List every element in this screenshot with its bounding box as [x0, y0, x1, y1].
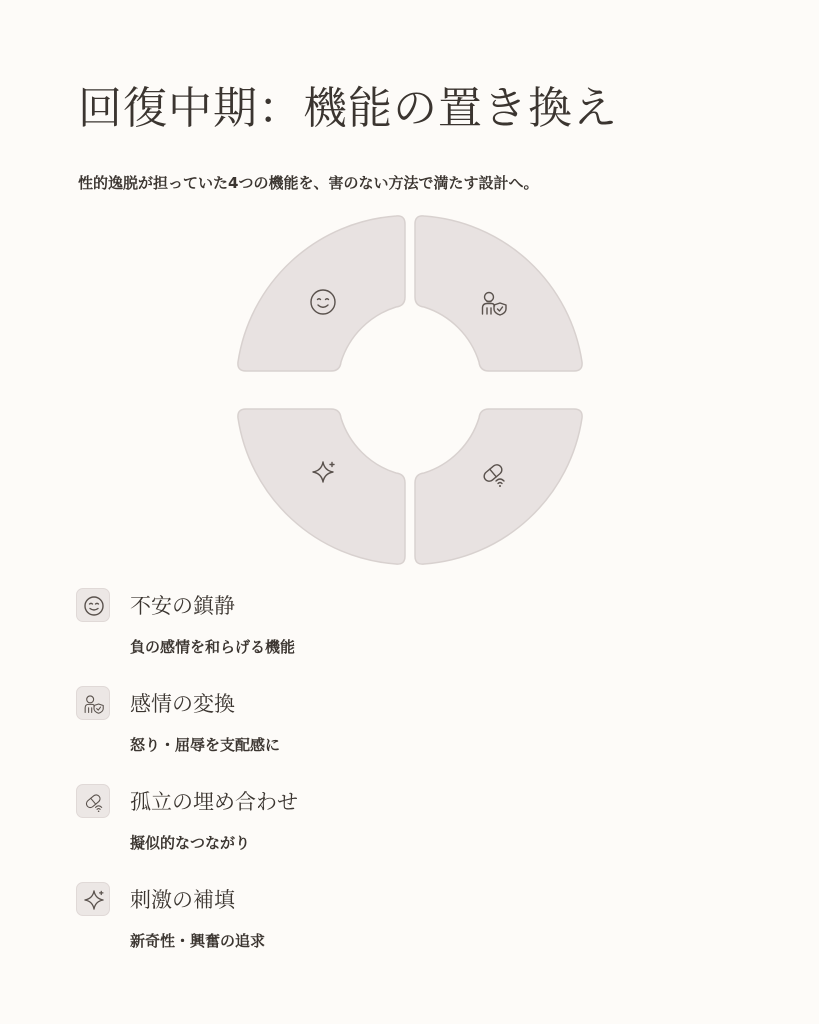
item-description: 新奇性・興奮の追求	[130, 932, 266, 950]
function-list	[76, 586, 676, 978]
page-title: 回復中期：機能の置き換え	[78, 83, 618, 134]
sparkle-icon	[84, 890, 104, 910]
ring-segment-top-right	[415, 216, 582, 371]
ring-segment-top-left	[238, 216, 405, 371]
ring-segment-bottom-left	[238, 409, 405, 564]
list-item	[76, 880, 676, 978]
item-description: 怒り・屈辱を支配感に	[130, 736, 281, 754]
item-icon-box	[76, 588, 110, 622]
page-subtitle: 性的逸脱が担っていた4つの機能を、害のない方法で満たす設計へ。	[78, 174, 539, 192]
item-title: 感情の変換	[130, 692, 235, 716]
list-item	[76, 586, 676, 684]
smile-icon	[84, 596, 104, 616]
item-icon-box	[76, 784, 110, 818]
list-item	[76, 684, 676, 782]
item-title: 刺激の補填	[130, 888, 235, 912]
function-ring-diagram	[230, 210, 590, 570]
item-description: 擬似的なつながり	[130, 834, 251, 852]
person-shield-icon	[84, 694, 104, 714]
list-item	[76, 782, 676, 880]
pill-signal-icon	[84, 792, 104, 812]
item-title: 孤立の埋め合わせ	[130, 790, 298, 814]
ring-segment-bottom-right	[415, 409, 582, 564]
item-description: 負の感情を和らげる機能	[130, 638, 296, 656]
item-icon-box	[76, 882, 110, 916]
item-icon-box	[76, 686, 110, 720]
item-title: 不安の鎮静	[130, 594, 235, 618]
